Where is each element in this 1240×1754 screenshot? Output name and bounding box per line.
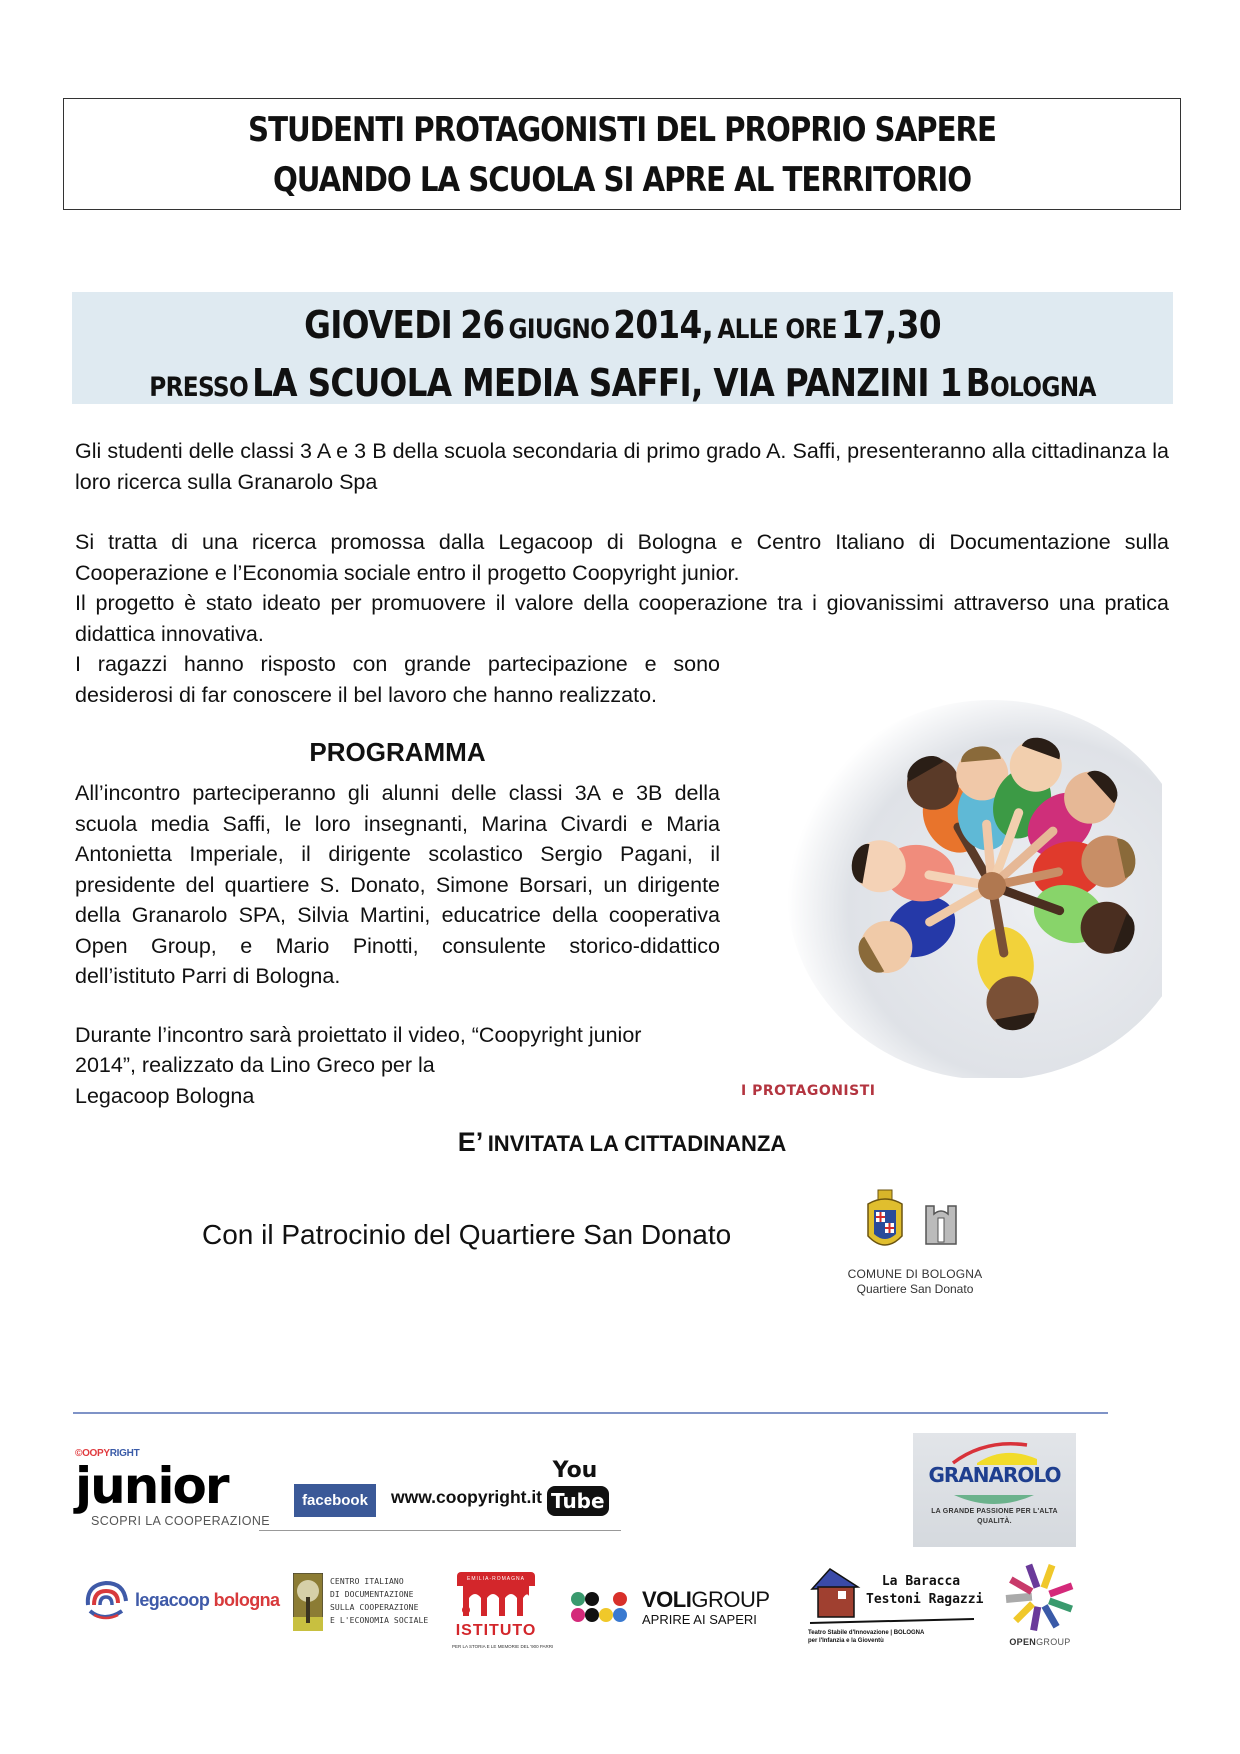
istituto-foot: PER LA STORIA E LE MEMORIE DEL '900 PARRI bbox=[452, 1644, 554, 1649]
event-year: 2014, bbox=[613, 303, 714, 347]
video-line-2: 2014”, realizzato da Lino Greco per la bbox=[75, 1053, 435, 1077]
event-weekday: GIOVEDI bbox=[304, 303, 453, 347]
voligroup-text: VOLIGROUP APRIRE AI SAPERI bbox=[642, 1587, 770, 1627]
istituto-word: ISTITUTO bbox=[455, 1622, 537, 1639]
venue-city-rest: OLOGNA bbox=[989, 372, 1096, 403]
legacoop-swirl-icon bbox=[80, 1575, 132, 1625]
research-text-1: Si tratta di una ricerca promossa dalla Legacoop di Bologna e Centro Italiano di Documentazione sulla Cooperazione e l’Economia sociale entro il progetto Coopyright junior. bbox=[75, 530, 1169, 585]
venue-prefix: PRESSO bbox=[149, 372, 249, 403]
baracca-name: La Baracca Testoni Ragazzi bbox=[866, 1574, 984, 1607]
junior-wordmark: junior bbox=[75, 1457, 228, 1515]
video-line-1: Durante l’incontro sarà proiettato il video, “Coopyright junior bbox=[75, 1022, 642, 1047]
programma-heading: PROGRAMMA bbox=[309, 737, 486, 767]
response-paragraph: I ragazzi hanno risposto con grande partecipazione e sono desiderosi di far conoscere il bel lavoro che hanno realizzato. bbox=[75, 652, 720, 707]
youtube-link[interactable] bbox=[547, 1458, 603, 1516]
main-text-column bbox=[75, 436, 1169, 1298]
opengroup-text: OPENGROUP bbox=[1009, 1637, 1071, 1647]
programma-video bbox=[75, 1020, 720, 1112]
coat-of-arms-icon bbox=[860, 1188, 970, 1258]
event-day: 26 bbox=[460, 303, 505, 347]
footer-divider bbox=[73, 1412, 1108, 1414]
voligroup-logo[interactable] bbox=[570, 1588, 780, 1628]
istituto-parri-logo[interactable] bbox=[452, 1572, 554, 1662]
centro-italiano-logo[interactable] bbox=[293, 1573, 433, 1635]
event-venue bbox=[149, 358, 1096, 416]
invitation-e: E’ bbox=[457, 1127, 484, 1157]
baracca-sub: Teatro Stabile d'Innovazione | BOLOGNA per l'Infanzia e la Gioventù bbox=[808, 1630, 925, 1644]
granarolo-name: GRANAROLO bbox=[928, 1463, 1061, 1487]
event-time: 17,30 bbox=[840, 303, 941, 347]
programma-participants: All’incontro parteciperanno gli alunni delle classi 3A e 3B della scuola media Saffi, le loro insegnanti, Marina Civardi e Maria Antonietta Imperiale, il dirigente scolastico Sergio Pagani, il presidente del quartiere S. Donato, Simone Borsari, un dirigente della Granarolo SPA, Silvia Martini, educatrice della cooperativa Open Group, e Mario Pinotti, consulente storico-didattico dell’istituto Parri di Bologna. bbox=[75, 781, 720, 988]
title-box bbox=[63, 98, 1181, 210]
event-month: GIUGNO bbox=[508, 314, 610, 345]
comune-name: COMUNE DI BOLOGNA bbox=[847, 1267, 983, 1281]
research-paragraph bbox=[75, 527, 1169, 649]
social-underline bbox=[259, 1530, 621, 1531]
junior-tagline: SCOPRI LA COOPERAZIONE bbox=[91, 1514, 270, 1528]
video-line-3: Legacoop Bologna bbox=[75, 1083, 255, 1108]
patronage-row bbox=[75, 1188, 1169, 1298]
tree-icon bbox=[293, 1573, 323, 1631]
research-text-2: Il progetto è stato ideato per promuovere il valore della cooperazione tra i giovanissimi attraverso una pratica didattica innovativa. bbox=[75, 591, 1169, 646]
venue-address: LA SCUOLA MEDIA SAFFI, VIA PANZINI 1 bbox=[252, 361, 962, 405]
coopyright-junior-logo[interactable] bbox=[75, 1448, 275, 1529]
youtube-you: You bbox=[552, 1458, 598, 1483]
patronage-text: Con il Patrocinio del Quartiere San Donato bbox=[202, 1219, 732, 1250]
coopyright-brand: ©OOPYRIGHT bbox=[75, 1448, 140, 1459]
website-link[interactable]: www.coopyright.it bbox=[391, 1487, 543, 1507]
istituto-region: EMILIA-ROMAGNA bbox=[457, 1572, 535, 1586]
invitation-text: INVITATA LA CITTADINANZA bbox=[487, 1131, 787, 1156]
granarolo-logo[interactable] bbox=[913, 1433, 1076, 1547]
title-line-2: QUANDO LA SCUOLA SI APRE AL TERRITORIO bbox=[272, 160, 972, 200]
event-time-prefix: ALLE ORE bbox=[717, 314, 837, 345]
photo-caption: I PROTAGONISTI bbox=[741, 1083, 876, 1099]
comune-sub: Quartiere San Donato bbox=[856, 1282, 974, 1296]
legacoop-bologna-logo[interactable] bbox=[80, 1575, 280, 1625]
event-date bbox=[149, 300, 1096, 358]
youtube-tube: Tube bbox=[547, 1486, 609, 1516]
opengroup-star-icon bbox=[1002, 1562, 1078, 1632]
invitation-line bbox=[75, 1125, 1169, 1164]
comune-bologna-logo bbox=[840, 1188, 990, 1296]
voligroup-dots-icon bbox=[570, 1590, 638, 1626]
granarolo-wave-icon bbox=[924, 1495, 1064, 1509]
la-baracca-logo[interactable] bbox=[808, 1565, 984, 1657]
intro-paragraph: Gli studenti delle classi 3 A e 3 B della scuola secondaria di primo grado A. Saffi, presenteranno alla cittadinanza la loro ricerca sulla Granarolo Spa bbox=[75, 439, 1169, 494]
event-details-band bbox=[72, 292, 1173, 404]
venue-city-initial: B bbox=[965, 361, 990, 405]
centro-text: CENTRO ITALIANO DI DOCUMENTAZIONE SULLA COOPERAZIONE E L'ECONOMIA SOCIALE bbox=[330, 1577, 429, 1625]
title-line-1: STUDENTI PROTAGONISTI DEL PROPRIO SAPERE bbox=[248, 110, 996, 150]
legacoop-text: legacoop bologna bbox=[135, 1590, 280, 1610]
granarolo-emblem-icon bbox=[925, 1439, 1065, 1465]
granarolo-slogan: LA GRANDE PASSIONE PER L'ALTA QUALITÀ. bbox=[931, 1508, 1058, 1525]
facebook-link[interactable]: facebook bbox=[294, 1484, 376, 1517]
opengroup-logo[interactable] bbox=[1000, 1562, 1080, 1654]
arches-icon bbox=[457, 1586, 535, 1620]
paragraph-gap bbox=[75, 497, 1169, 527]
